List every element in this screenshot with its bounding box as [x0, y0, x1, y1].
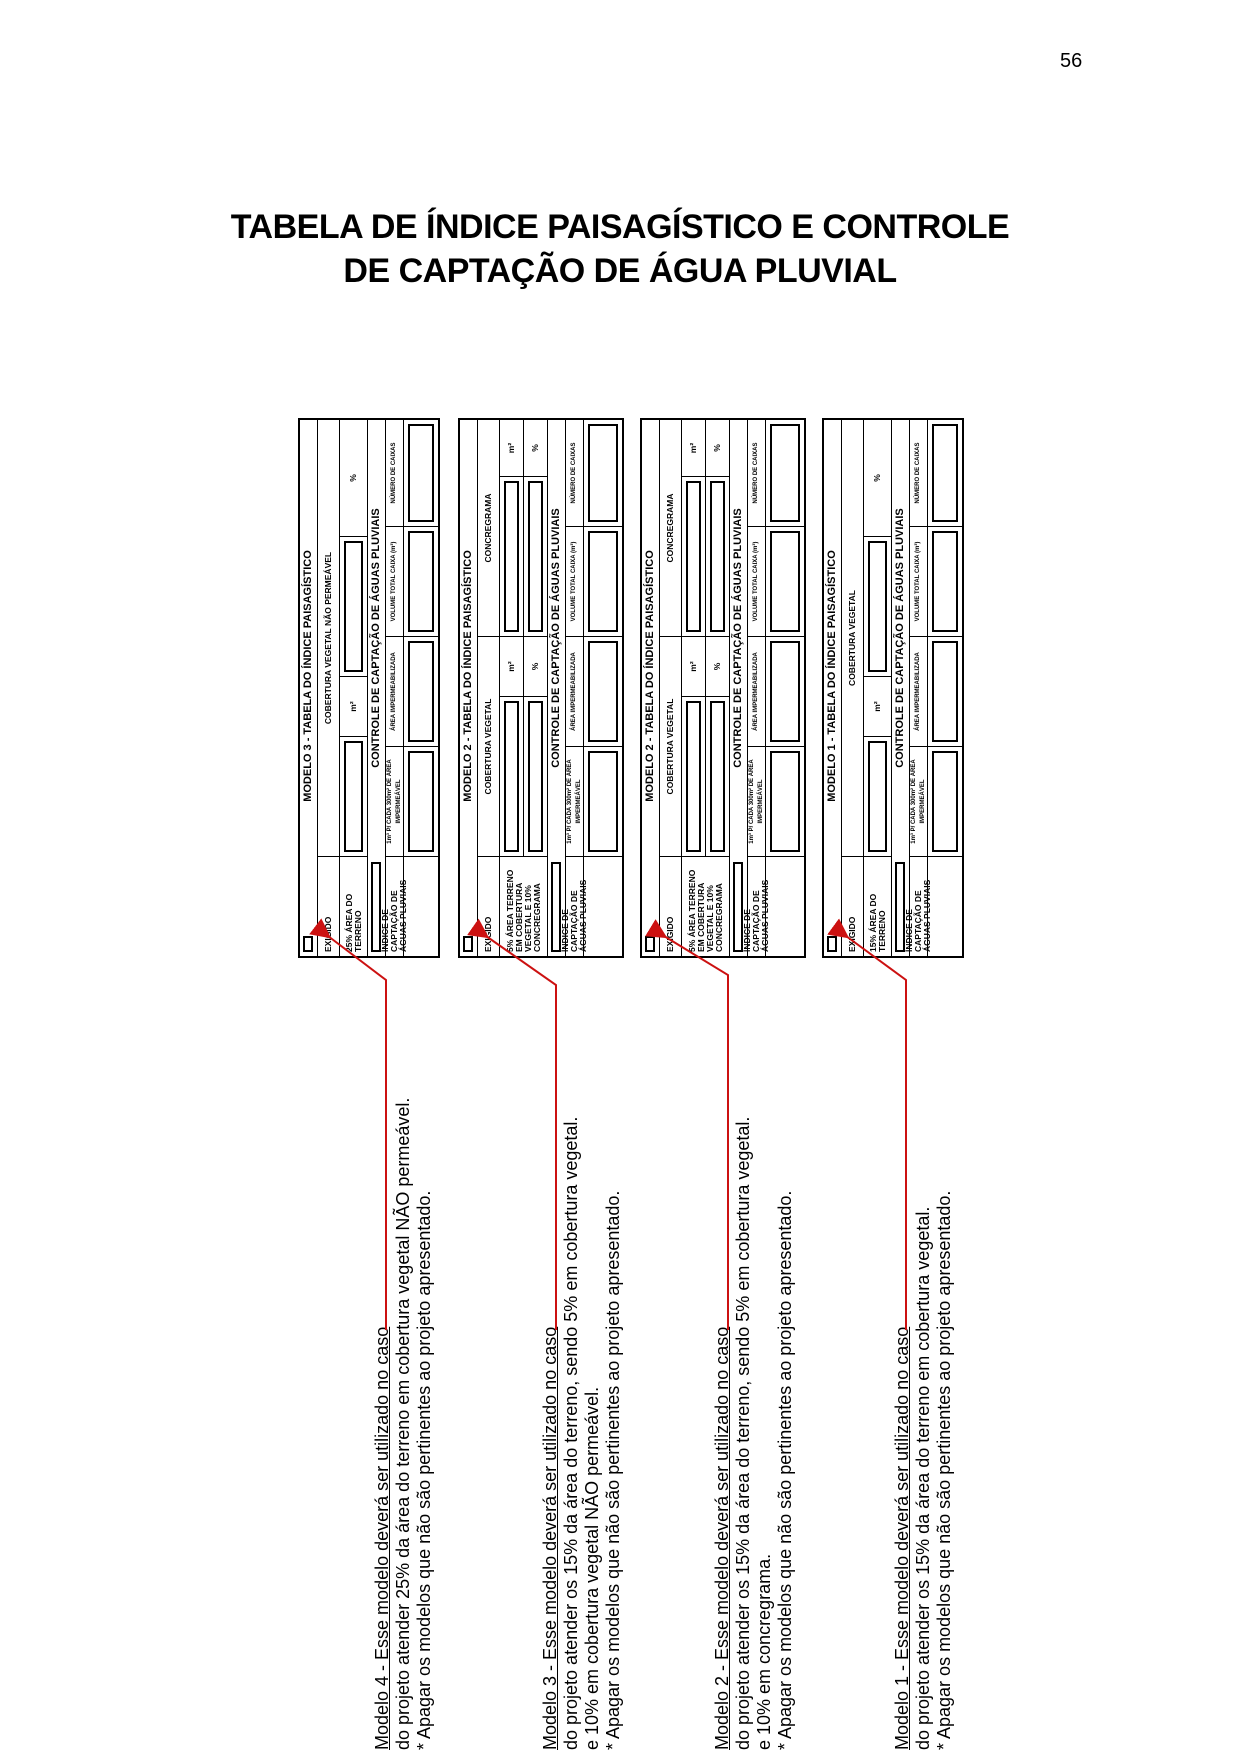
column-header-1: COBERTURA VEGETAL — [660, 636, 681, 856]
requirement-label: 5% ÁREA TERRENO EM COBERTURA VEGETAL E 10% CONCREGRAMA — [500, 856, 547, 956]
control-label: ÍNDICE DE CAPTAÇÃO DE ÁGUAS PLUVIAIS — [748, 856, 765, 956]
table-modelo-2a — [458, 418, 624, 958]
value-cell — [682, 696, 706, 856]
control-title: CONTROLE DE CAPTAÇÃO DE ÁGUAS PLUVIAIS — [894, 508, 906, 768]
value-cell — [584, 636, 622, 746]
value-cell — [706, 696, 729, 856]
value-cell — [404, 420, 438, 526]
title-line-2: DE CAPTAÇÃO DE ÁGUA PLUVIAL — [343, 252, 897, 290]
control-spacer — [584, 856, 622, 956]
note-modelo-2 — [712, 1117, 796, 1750]
empty-box — [463, 936, 473, 952]
unit-pct: % — [706, 636, 729, 696]
value-cell — [766, 420, 804, 526]
unit-pct: % — [524, 636, 547, 696]
exigido-label: EXIGIDO — [842, 856, 863, 956]
value-cell — [864, 536, 891, 676]
control-spacer — [404, 856, 438, 956]
requirement-label: 5% ÁREA TERRENO EM COBERTURA VEGETAL E 10% CONCREGRAMA — [682, 856, 729, 956]
control-col-3: VOLUME TOTAL CAIXA (m³) — [910, 526, 927, 636]
unit-pct: % — [348, 474, 358, 482]
note-line: e 10% em concregrama. — [754, 1553, 774, 1750]
control-spacer — [928, 856, 962, 956]
page-number: 56 — [1060, 50, 1083, 72]
value-cell — [928, 526, 962, 636]
value-cell — [500, 476, 524, 636]
note-line: do projeto atender 25% da área do terreno em cobertura vegetal NÃO permeável. — [393, 1097, 413, 1750]
column-header-2: CONCREGRAMA — [483, 493, 493, 563]
note-heading: Modelo 3 - Esse modelo deverá ser utilizado no caso — [540, 1326, 560, 1750]
value-cell — [584, 746, 622, 856]
note-line: do projeto atender os 15% da área do terreno, sendo 5% em cobertura vegetal. — [561, 1116, 581, 1750]
value-cell — [584, 526, 622, 636]
value-cell — [928, 636, 962, 746]
value-cell — [706, 476, 729, 636]
unit-m2: m² — [682, 420, 706, 476]
table-block-modelo-2b — [640, 418, 806, 958]
control-col-1: 1m³ P/ CADA 300m² DE ÁREA IMPERMEÁVEL — [910, 746, 927, 856]
control-col-2: ÁREA IMPERMEABILIZADA — [566, 636, 583, 746]
table-title: MODELO 2 - TABELA DO ÍNDICE PAISAGÍSTICO — [644, 550, 656, 802]
control-col-4: NÚMERO DE CAIXAS — [915, 442, 921, 504]
control-col-1: 1m³ P/ CADA 300m² DE ÁREA IMPERMEÁVEL — [748, 746, 765, 856]
control-col-2: ÁREA IMPERMEABILIZADA — [910, 636, 927, 746]
note-line: do projeto atender os 15% da área do terreno em cobertura vegetal. — [913, 1206, 933, 1750]
note-heading: Modelo 4 - Esse modelo deverá ser utilizado no caso — [372, 1326, 392, 1750]
table-modelo-2b — [640, 418, 806, 958]
control-col-4: NÚMERO DE CAIXAS — [391, 442, 397, 504]
control-col-1: 1m³ P/ CADA 300m² DE ÁREA IMPERMEÁVEL — [386, 746, 403, 856]
note-modelo-1 — [892, 1191, 955, 1750]
empty-box — [827, 936, 837, 952]
column-header-2: CONCREGRAMA — [665, 493, 675, 563]
unit-m2: m² — [864, 676, 891, 736]
value-cell — [766, 526, 804, 636]
control-col-3: VOLUME TOTAL CAIXA (m³) — [566, 526, 583, 636]
table-title: MODELO 1 - TABELA DO ÍNDICE PAISAGÍSTICO — [826, 550, 838, 802]
unit-m2: m² — [340, 676, 367, 736]
control-col-4: NÚMERO DE CAIXAS — [571, 442, 577, 504]
value-cell — [864, 736, 891, 856]
table-block-modelo-1 — [822, 418, 964, 958]
value-cell — [404, 636, 438, 746]
empty-box — [303, 936, 313, 952]
unit-pct: % — [712, 444, 722, 452]
value-cell — [500, 696, 524, 856]
note-line: * Apagar os modelos que não são pertinentes ao projeto apresentado. — [775, 1190, 795, 1750]
requirement-label: 25% ÁREA DO TERRENO — [340, 856, 367, 956]
exigido-label: EXIGIDO — [478, 856, 499, 956]
control-title: CONTROLE DE CAPTAÇÃO DE ÁGUAS PLUVIAIS — [370, 508, 382, 768]
unit-pct: % — [872, 474, 882, 482]
control-label: ÍNDICE DE CAPTAÇÃO DE ÁGUAS PLUVIAIS — [910, 856, 927, 956]
value-cell — [524, 696, 547, 856]
value-cell — [340, 536, 367, 676]
column-header: COBERTURA VEGETAL — [847, 590, 857, 686]
exigido-label: EXIGIDO — [318, 856, 339, 956]
control-title: CONTROLE DE CAPTAÇÃO DE ÁGUAS PLUVIAIS — [550, 508, 562, 768]
empty-box — [645, 936, 655, 952]
note-modelo-3 — [540, 1117, 624, 1750]
control-col-3: VOLUME TOTAL CAIXA (m³) — [386, 526, 403, 636]
value-cell — [682, 476, 706, 636]
note-line: * Apagar os modelos que não são pertinentes ao projeto apresentado. — [934, 1190, 954, 1750]
table-block-modelo-3 — [298, 418, 440, 958]
value-cell — [928, 420, 962, 526]
title-line-1: TABELA DE ÍNDICE PAISAGÍSTICO E CONTROLE — [230, 208, 1010, 246]
table-modelo-1 — [822, 418, 964, 958]
value-cell — [340, 736, 367, 856]
control-col-1: 1m³ P/ CADA 300m² DE ÁREA IMPERMEÁVEL — [566, 746, 583, 856]
note-modelo-4 — [372, 1098, 435, 1750]
control-title: CONTROLE DE CAPTAÇÃO DE ÁGUAS PLUVIAIS — [732, 508, 744, 768]
table-block-modelo-2a — [458, 418, 624, 958]
table-title: MODELO 3 - TABELA DO ÍNDICE PAISAGÍSTICO — [302, 550, 314, 802]
table-title: MODELO 2 - TABELA DO ÍNDICE PAISAGÍSTICO — [462, 550, 474, 802]
note-heading: Modelo 1 - Esse modelo deverá ser utilizado no caso — [892, 1326, 912, 1750]
note-line: * Apagar os modelos que não são pertinentes ao projeto apresentado. — [603, 1190, 623, 1750]
note-line: e 10% em cobertura vegetal NÃO permeável. — [582, 1386, 602, 1750]
page-title — [0, 205, 1240, 293]
control-spacer — [766, 856, 804, 956]
note-heading: Modelo 2 - Esse modelo deverá ser utilizado no caso — [712, 1326, 732, 1750]
control-col-3: VOLUME TOTAL CAIXA (m³) — [748, 526, 765, 636]
control-label: ÍNDICE DE CAPTAÇÃO DE ÁGUAS PLUVIAIS — [566, 856, 583, 956]
unit-m2: m² — [682, 636, 706, 696]
requirement-label: 15% ÁREA DO TERRENO — [864, 856, 891, 956]
control-label: ÍNDICE DE CAPTAÇÃO DE ÁGUAS PLUVIAIS — [386, 856, 403, 956]
value-cell — [524, 476, 547, 636]
control-col-2: ÁREA IMPERMEABILIZADA — [748, 636, 765, 746]
value-cell — [928, 746, 962, 856]
control-col-2: ÁREA IMPERMEABILIZADA — [386, 636, 403, 746]
value-cell — [766, 636, 804, 746]
value-cell — [766, 746, 804, 856]
table-modelo-3 — [298, 418, 440, 958]
unit-m2: m² — [500, 420, 524, 476]
exigido-label: EXIGIDO — [660, 856, 681, 956]
unit-pct: % — [530, 444, 540, 452]
value-cell — [584, 420, 622, 526]
column-header-1: COBERTURA VEGETAL — [478, 636, 499, 856]
value-cell — [404, 526, 438, 636]
value-cell — [404, 746, 438, 856]
column-header: COBERTURA VEGETAL NÃO PERMEÁVEL — [323, 551, 333, 725]
unit-m2: m² — [500, 636, 524, 696]
control-col-4: NÚMERO DE CAIXAS — [753, 442, 759, 504]
note-line: * Apagar os modelos que não são pertinentes ao projeto apresentado. — [414, 1190, 434, 1750]
note-line: do projeto atender os 15% da área do terreno, sendo 5% em cobertura vegetal. — [733, 1116, 753, 1750]
